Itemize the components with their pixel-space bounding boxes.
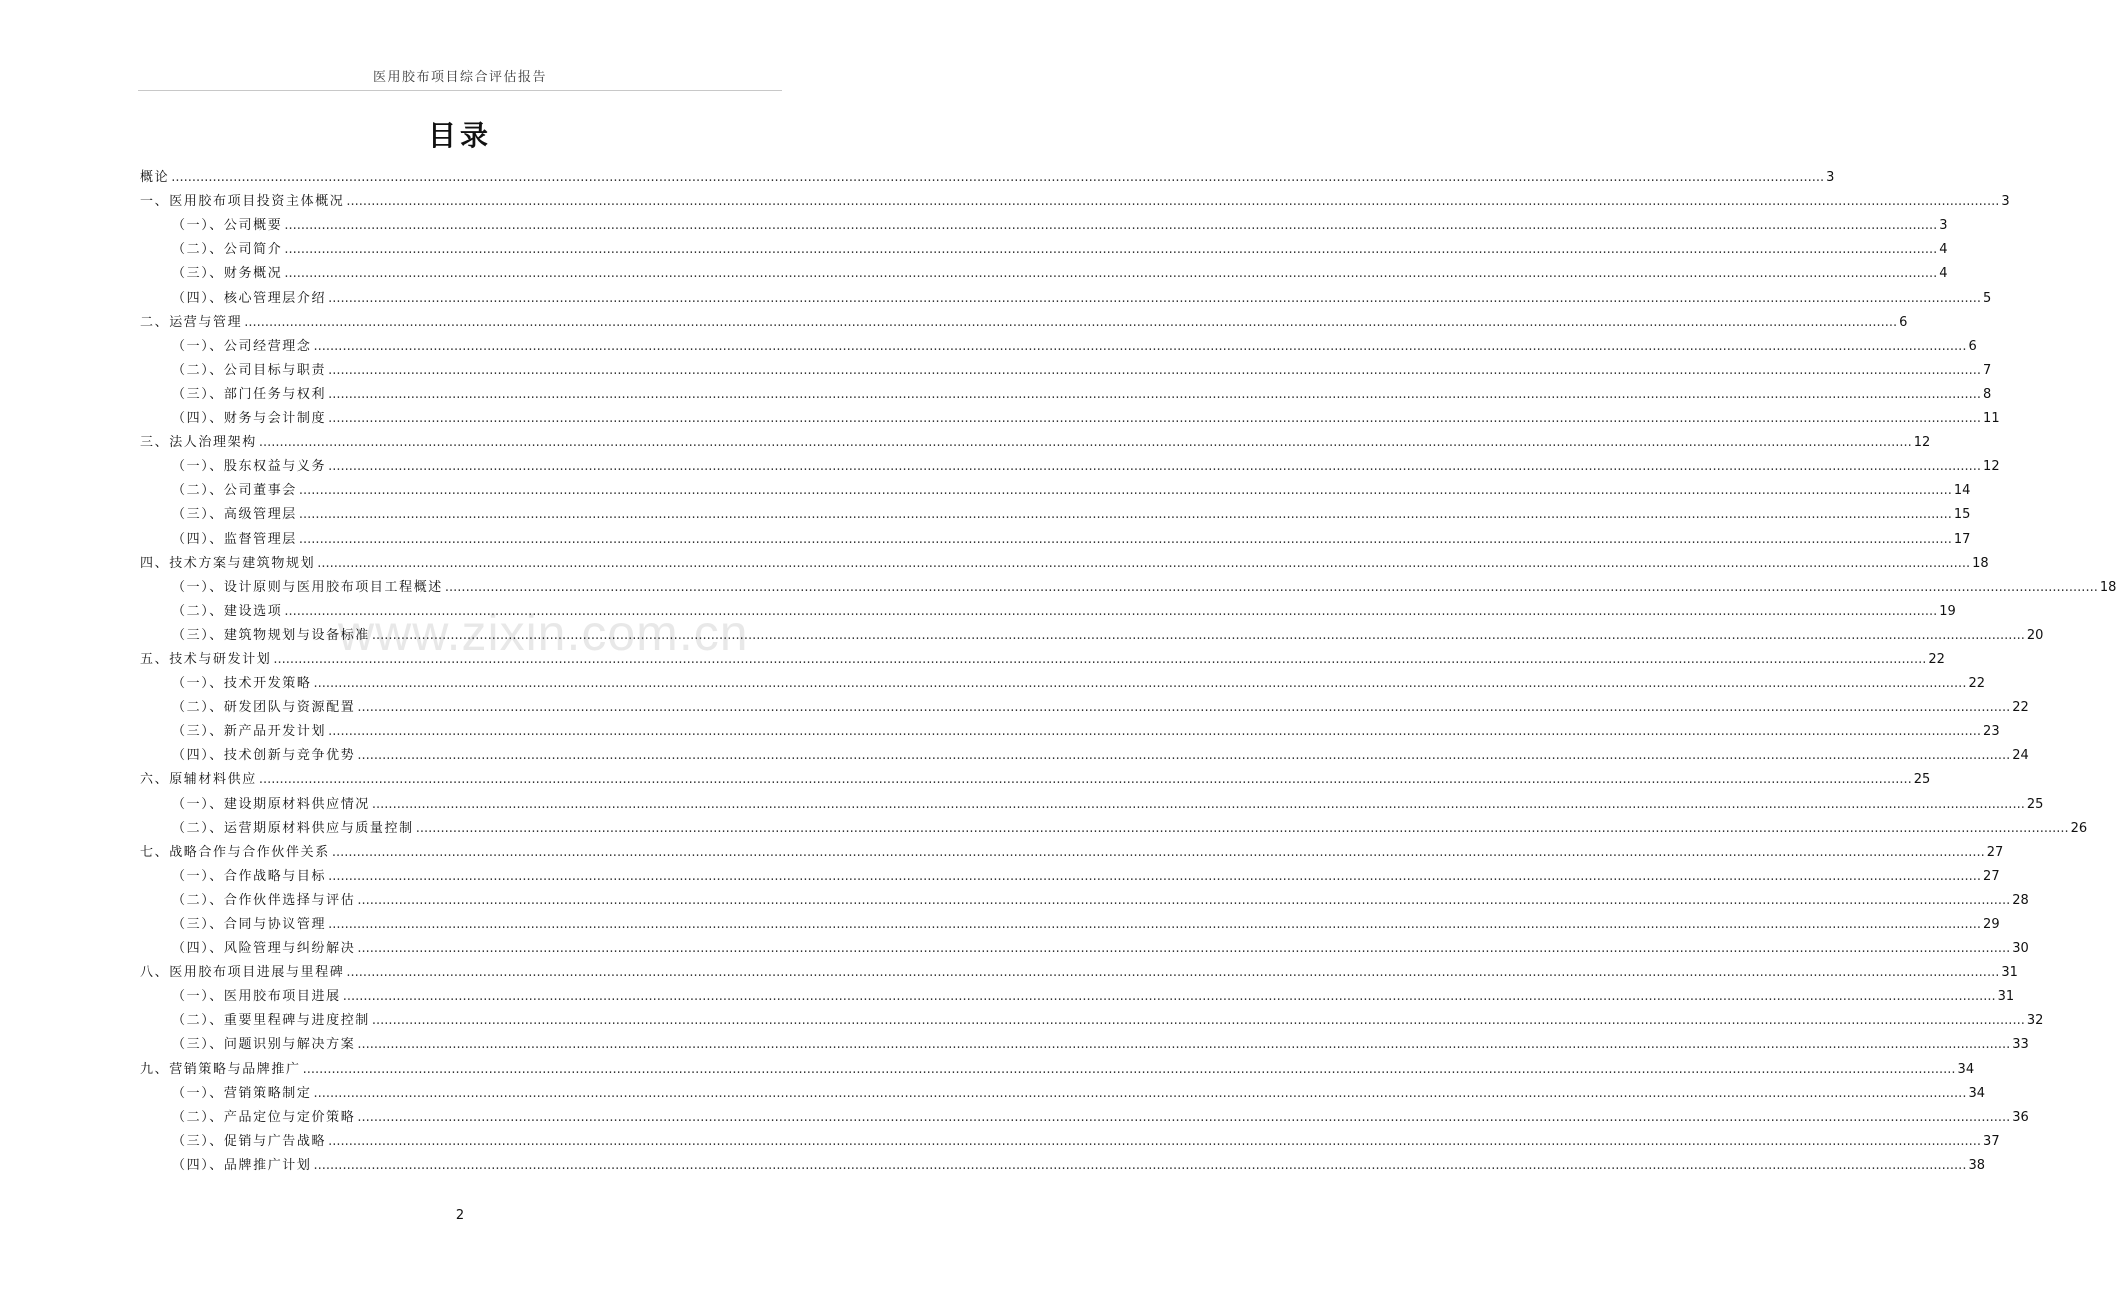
toc-entry[interactable] <box>140 837 2004 861</box>
toc-leader-dots: ................................................................................................................................................................................................................................................................................................................................................................................................................ <box>273 651 1927 667</box>
toc-entry-page: 27 <box>1986 844 2004 860</box>
toc-leader-dots: ................................................................................................................................................................................................................................................................................................................................................................................................................ <box>298 483 1952 499</box>
toc-entry-label: 三、法人治理架构 <box>140 435 257 451</box>
toc-leader-dots: ................................................................................................................................................................................................................................................................................................................................................................................................................ <box>328 868 1982 884</box>
toc-entry-page: 3 <box>1939 218 1948 234</box>
toc-entry-page: 34 <box>1968 1085 1985 1101</box>
toc-entry[interactable] <box>140 813 2088 837</box>
toc-entry[interactable] <box>140 1150 1985 1174</box>
toc-entry-label: （三）、问题识别与解决方案 <box>172 1037 356 1053</box>
toc-entry-label: （三）、新产品开发计划 <box>172 724 327 740</box>
toc-leader-dots: ................................................................................................................................................................................................................................................................................................................................................................................................................ <box>171 170 1825 186</box>
toc-leader-dots: ................................................................................................................................................................................................................................................................................................................................................................................................................ <box>357 1037 2011 1053</box>
toc-entry[interactable] <box>140 572 2116 596</box>
toc-entry-page: 12 <box>1913 435 1931 451</box>
toc-entry-page: 18 <box>1972 555 1989 571</box>
toc-entry-page: 26 <box>2070 820 2088 836</box>
toc-entry-label: （二）、建设选项 <box>172 603 283 619</box>
toc-leader-dots: ................................................................................................................................................................................................................................................................................................................................................................................................................ <box>328 917 1982 932</box>
toc-entry-label: （一）、股东权益与义务 <box>172 459 327 475</box>
toc-entry[interactable] <box>140 596 1956 620</box>
toc-entry-label: 八、医用胶布项目进展与里程碑 <box>140 965 345 981</box>
toc-leader-dots: ................................................................................................................................................................................................................................................................................................................................................................................................................ <box>298 531 1952 547</box>
toc-entry-label: （三）、高级管理层 <box>172 507 297 523</box>
toc-entry-label: 七、战略合作与合作伙伴关系 <box>140 844 330 860</box>
toc-entry-label: 五、技术与研发计划 <box>140 651 272 667</box>
toc-entry-page: 5 <box>1983 290 1992 306</box>
toc-entry[interactable] <box>140 909 2000 933</box>
toc-entry-label: （一）、设计原则与医用胶布项目工程概述 <box>172 579 443 595</box>
toc-entry-label: （一）、公司经营理念 <box>172 338 312 354</box>
toc-entry-page: 38 <box>1968 1157 1985 1173</box>
toc-leader-dots: ................................................................................................................................................................................................................................................................................................................................................................................................................ <box>357 700 2011 716</box>
toc-leader-dots: ................................................................................................................................................................................................................................................................................................................................................................................................................ <box>357 941 2011 957</box>
toc-leader-dots: ................................................................................................................................................................................................................................................................................................................................................................................................................ <box>328 386 1982 402</box>
toc-entry[interactable] <box>140 162 1835 186</box>
toc-entry-label: （四）、风险管理与纠纷解决 <box>172 941 356 957</box>
toc-entry-page: 24 <box>2012 748 2029 764</box>
toc-entry[interactable] <box>140 740 2029 764</box>
toc-entry-label: （三）、部门任务与权利 <box>172 386 327 402</box>
toc-entry-page: 27 <box>1983 868 2000 884</box>
toc-entry-label: 六、原辅材料供应 <box>140 772 257 788</box>
toc-entry[interactable] <box>140 1102 2029 1126</box>
toc-entry[interactable] <box>140 307 1908 331</box>
toc-leader-dots: ................................................................................................................................................................................................................................................................................................................................................................................................................ <box>371 1013 2025 1029</box>
toc-entry[interactable] <box>140 1005 2044 1029</box>
toc-entry-page: 19 <box>1939 603 1956 619</box>
running-header: 医用胶布项目综合评估报告 <box>372 70 547 85</box>
toc-entry[interactable] <box>140 186 2010 210</box>
toc-entry[interactable] <box>140 981 2015 1005</box>
toc-entry-page: 18 <box>2099 579 2116 595</box>
toc-leader-dots: ................................................................................................................................................................................................................................................................................................................................................................................................................ <box>258 435 1912 451</box>
toc-entry-label: 四、技术方案与建筑物规划 <box>140 555 316 571</box>
toc-entry-page: 31 <box>1997 989 2015 1005</box>
toc-entry-page: 22 <box>2012 700 2029 716</box>
toc-entry-label: （二）、运营期原材料供应与质量控制 <box>172 820 414 836</box>
toc-leader-dots: ................................................................................................................................................................................................................................................................................................................................................................................................................ <box>284 242 1938 258</box>
toc-entry[interactable] <box>140 475 1971 499</box>
toc-leader-dots: ................................................................................................................................................................................................................................................................................................................................................................................................................ <box>371 796 2025 812</box>
toc-entry-page: 28 <box>2012 892 2029 908</box>
toc-entry-page: 29 <box>1983 917 2000 932</box>
toc-entry-page: 3 <box>2001 194 2010 210</box>
toc-entry-label: （一）、营销策略制定 <box>172 1085 312 1101</box>
toc-entry-page: 6 <box>1899 314 1908 330</box>
toc-entry[interactable] <box>140 523 1971 547</box>
toc-entry-page: 37 <box>1983 1133 2000 1149</box>
toc-entry[interactable] <box>140 331 1977 355</box>
toc-leader-dots: ................................................................................................................................................................................................................................................................................................................................................................................................................ <box>444 579 2098 595</box>
toc-entry[interactable] <box>140 1126 2000 1150</box>
toc-leader-dots: ................................................................................................................................................................................................................................................................................................................................................................................................................ <box>258 772 1912 788</box>
toc-entry-page: 4 <box>1939 242 1948 258</box>
toc-entry-page: 22 <box>1968 676 1985 692</box>
toc-entry-page: 4 <box>1939 266 1948 282</box>
toc-entry-page: 7 <box>1983 362 1992 378</box>
toc-entry[interactable] <box>140 1053 1975 1077</box>
toc-leader-dots: ................................................................................................................................................................................................................................................................................................................................................................................................................ <box>346 194 2000 210</box>
toc-entry-label: （一）、医用胶布项目进展 <box>172 989 341 1005</box>
toc-entry[interactable] <box>140 282 1992 306</box>
toc-entry[interactable] <box>140 668 1985 692</box>
toc-entry[interactable] <box>140 788 2044 812</box>
toc-entry[interactable] <box>140 499 1971 523</box>
toc-leader-dots: ................................................................................................................................................................................................................................................................................................................................................................................................................ <box>328 290 1982 306</box>
toc-leader-dots: ................................................................................................................................................................................................................................................................................................................................................................................................................ <box>302 1061 1956 1077</box>
toc-entry-label: （一）、技术开发策略 <box>172 676 312 692</box>
watermark: www.zixin.com.cn <box>338 605 749 661</box>
toc-entry[interactable] <box>140 451 2000 475</box>
toc-leader-dots: ................................................................................................................................................................................................................................................................................................................................................................................................................ <box>328 411 1982 427</box>
toc-entry[interactable] <box>140 885 2029 909</box>
toc-leader-dots: ................................................................................................................................................................................................................................................................................................................................................................................................................ <box>415 820 2069 836</box>
toc-entry-label: （四）、品牌推广计划 <box>172 1157 312 1173</box>
header-rule <box>138 90 782 91</box>
toc-leader-dots: ................................................................................................................................................................................................................................................................................................................................................................................................................ <box>328 362 1982 378</box>
toc-entry-page: 25 <box>1913 772 1931 788</box>
toc-leader-dots: ................................................................................................................................................................................................................................................................................................................................................................................................................ <box>328 724 1982 740</box>
toc-leader-dots: ................................................................................................................................................................................................................................................................................................................................................................................................................ <box>328 1133 1982 1149</box>
toc-entry[interactable] <box>140 692 2029 716</box>
toc-entry-page: 36 <box>2012 1109 2029 1125</box>
toc-entry[interactable] <box>140 861 2000 885</box>
toc-entry[interactable] <box>140 355 1992 379</box>
toc-leader-dots: ................................................................................................................................................................................................................................................................................................................................................................................................................ <box>284 266 1938 282</box>
toc-leader-dots: ................................................................................................................................................................................................................................................................................................................................................................................................................ <box>298 507 1952 523</box>
toc-entry[interactable] <box>140 1029 2029 1053</box>
toc-entry[interactable] <box>140 644 1945 668</box>
toc-leader-dots: ................................................................................................................................................................................................................................................................................................................................................................................................................ <box>244 314 1898 330</box>
toc-entry[interactable] <box>140 234 1948 258</box>
toc-entry-label: （二）、研发团队与资源配置 <box>172 700 356 716</box>
toc-leader-dots: ................................................................................................................................................................................................................................................................................................................................................................................................................ <box>342 989 1996 1005</box>
toc-entry-label: （一）、建设期原材料供应情况 <box>172 796 370 812</box>
page-number: 2 <box>455 1208 465 1223</box>
toc-entry-page: 3 <box>1826 170 1835 186</box>
toc-entry[interactable] <box>140 764 1931 788</box>
toc-leader-dots: ................................................................................................................................................................................................................................................................................................................................................................................................................ <box>357 748 2011 764</box>
toc-entry-page: 20 <box>2026 627 2044 643</box>
toc-entry-page: 17 <box>1953 531 1971 547</box>
toc-entry[interactable] <box>140 620 2044 644</box>
toc-entry[interactable] <box>140 716 2000 740</box>
toc-entry-label: （四）、技术创新与竞争优势 <box>172 748 356 764</box>
toc-entry-label: （二）、重要里程碑与进度控制 <box>172 1013 370 1029</box>
toc-entry-label: （四）、核心管理层介绍 <box>172 290 327 306</box>
toc-leader-dots: ................................................................................................................................................................................................................................................................................................................................................................................................................ <box>346 965 2000 981</box>
toc-entry[interactable] <box>140 1078 1985 1102</box>
toc-entry-page: 34 <box>1957 1061 1975 1077</box>
toc-entry[interactable] <box>140 258 1948 282</box>
toc-entry-label: （二）、公司董事会 <box>172 483 297 499</box>
toc-entry-label: （三）、建筑物规划与设备标准 <box>172 627 370 643</box>
toc-leader-dots: ................................................................................................................................................................................................................................................................................................................................................................................................................ <box>357 892 2011 908</box>
toc-entry-page: 11 <box>1983 411 2000 427</box>
toc-entry-label: 概论 <box>140 170 170 186</box>
toc-leader-dots: ................................................................................................................................................................................................................................................................................................................................................................................................................ <box>357 1109 2011 1125</box>
toc-leader-dots: ................................................................................................................................................................................................................................................................................................................................................................................................................ <box>313 1157 1967 1173</box>
toc-entry-label: （三）、促销与广告战略 <box>172 1133 327 1149</box>
toc-entry-label: （一）、合作战略与目标 <box>172 868 327 884</box>
toc-leader-dots: ................................................................................................................................................................................................................................................................................................................................................................................................................ <box>313 338 1967 354</box>
toc-entry-page: 33 <box>2012 1037 2029 1053</box>
toc-entry-label: 九、营销策略与品牌推广 <box>140 1061 301 1077</box>
toc-entry[interactable] <box>140 933 2029 957</box>
toc-entry[interactable] <box>140 427 1931 451</box>
toc-entry-page: 12 <box>1983 459 2000 475</box>
toc-entry-page: 15 <box>1953 507 1971 523</box>
toc-entry[interactable] <box>140 379 1992 403</box>
toc-entry[interactable] <box>140 548 1989 572</box>
table-of-contents <box>140 162 2116 1174</box>
toc-leader-dots: ................................................................................................................................................................................................................................................................................................................................................................................................................ <box>328 459 1982 475</box>
toc-entry-label: （三）、财务概况 <box>172 266 283 282</box>
toc-entry-label: （三）、合同与协议管理 <box>172 917 327 932</box>
toc-entry[interactable] <box>140 210 1948 234</box>
toc-leader-dots: ................................................................................................................................................................................................................................................................................................................................................................................................................ <box>284 603 1938 619</box>
toc-entry-label: 二、运营与管理 <box>140 314 243 330</box>
toc-entry-page: 14 <box>1953 483 1971 499</box>
toc-entry-label: （四）、监督管理层 <box>172 531 297 547</box>
toc-leader-dots: ................................................................................................................................................................................................................................................................................................................................................................................................................ <box>331 844 1985 860</box>
toc-leader-dots: ................................................................................................................................................................................................................................................................................................................................................................................................................ <box>371 627 2025 643</box>
toc-leader-dots: ................................................................................................................................................................................................................................................................................................................................................................................................................ <box>313 1085 1967 1101</box>
toc-entry-label: 一、医用胶布项目投资主体概况 <box>140 194 345 210</box>
toc-entry[interactable] <box>140 403 2000 427</box>
toc-leader-dots: ................................................................................................................................................................................................................................................................................................................................................................................................................ <box>317 555 1971 571</box>
toc-entry-page: 25 <box>2026 796 2044 812</box>
toc-entry[interactable] <box>140 957 2018 981</box>
toc-entry-page: 6 <box>1968 338 1977 354</box>
toc-entry-label: （一）、公司概要 <box>172 218 283 234</box>
toc-entry-page: 23 <box>1983 724 2000 740</box>
toc-entry-page: 32 <box>2026 1013 2044 1029</box>
toc-entry-label: （二）、合作伙伴选择与评估 <box>172 892 356 908</box>
toc-leader-dots: ................................................................................................................................................................................................................................................................................................................................................................................................................ <box>284 218 1938 234</box>
toc-entry-label: （二）、公司目标与职责 <box>172 362 327 378</box>
toc-entry-label: （二）、公司简介 <box>172 242 283 258</box>
toc-entry-page: 30 <box>2012 941 2029 957</box>
toc-entry-label: （四）、财务与会计制度 <box>172 411 327 427</box>
toc-leader-dots: ................................................................................................................................................................................................................................................................................................................................................................................................................ <box>313 676 1967 692</box>
toc-entry-page: 8 <box>1983 386 1992 402</box>
toc-title: 目录 <box>427 119 492 152</box>
toc-entry-label: （二）、产品定位与定价策略 <box>172 1109 356 1125</box>
toc-entry-page: 22 <box>1928 651 1945 667</box>
toc-entry-page: 31 <box>2001 965 2018 981</box>
